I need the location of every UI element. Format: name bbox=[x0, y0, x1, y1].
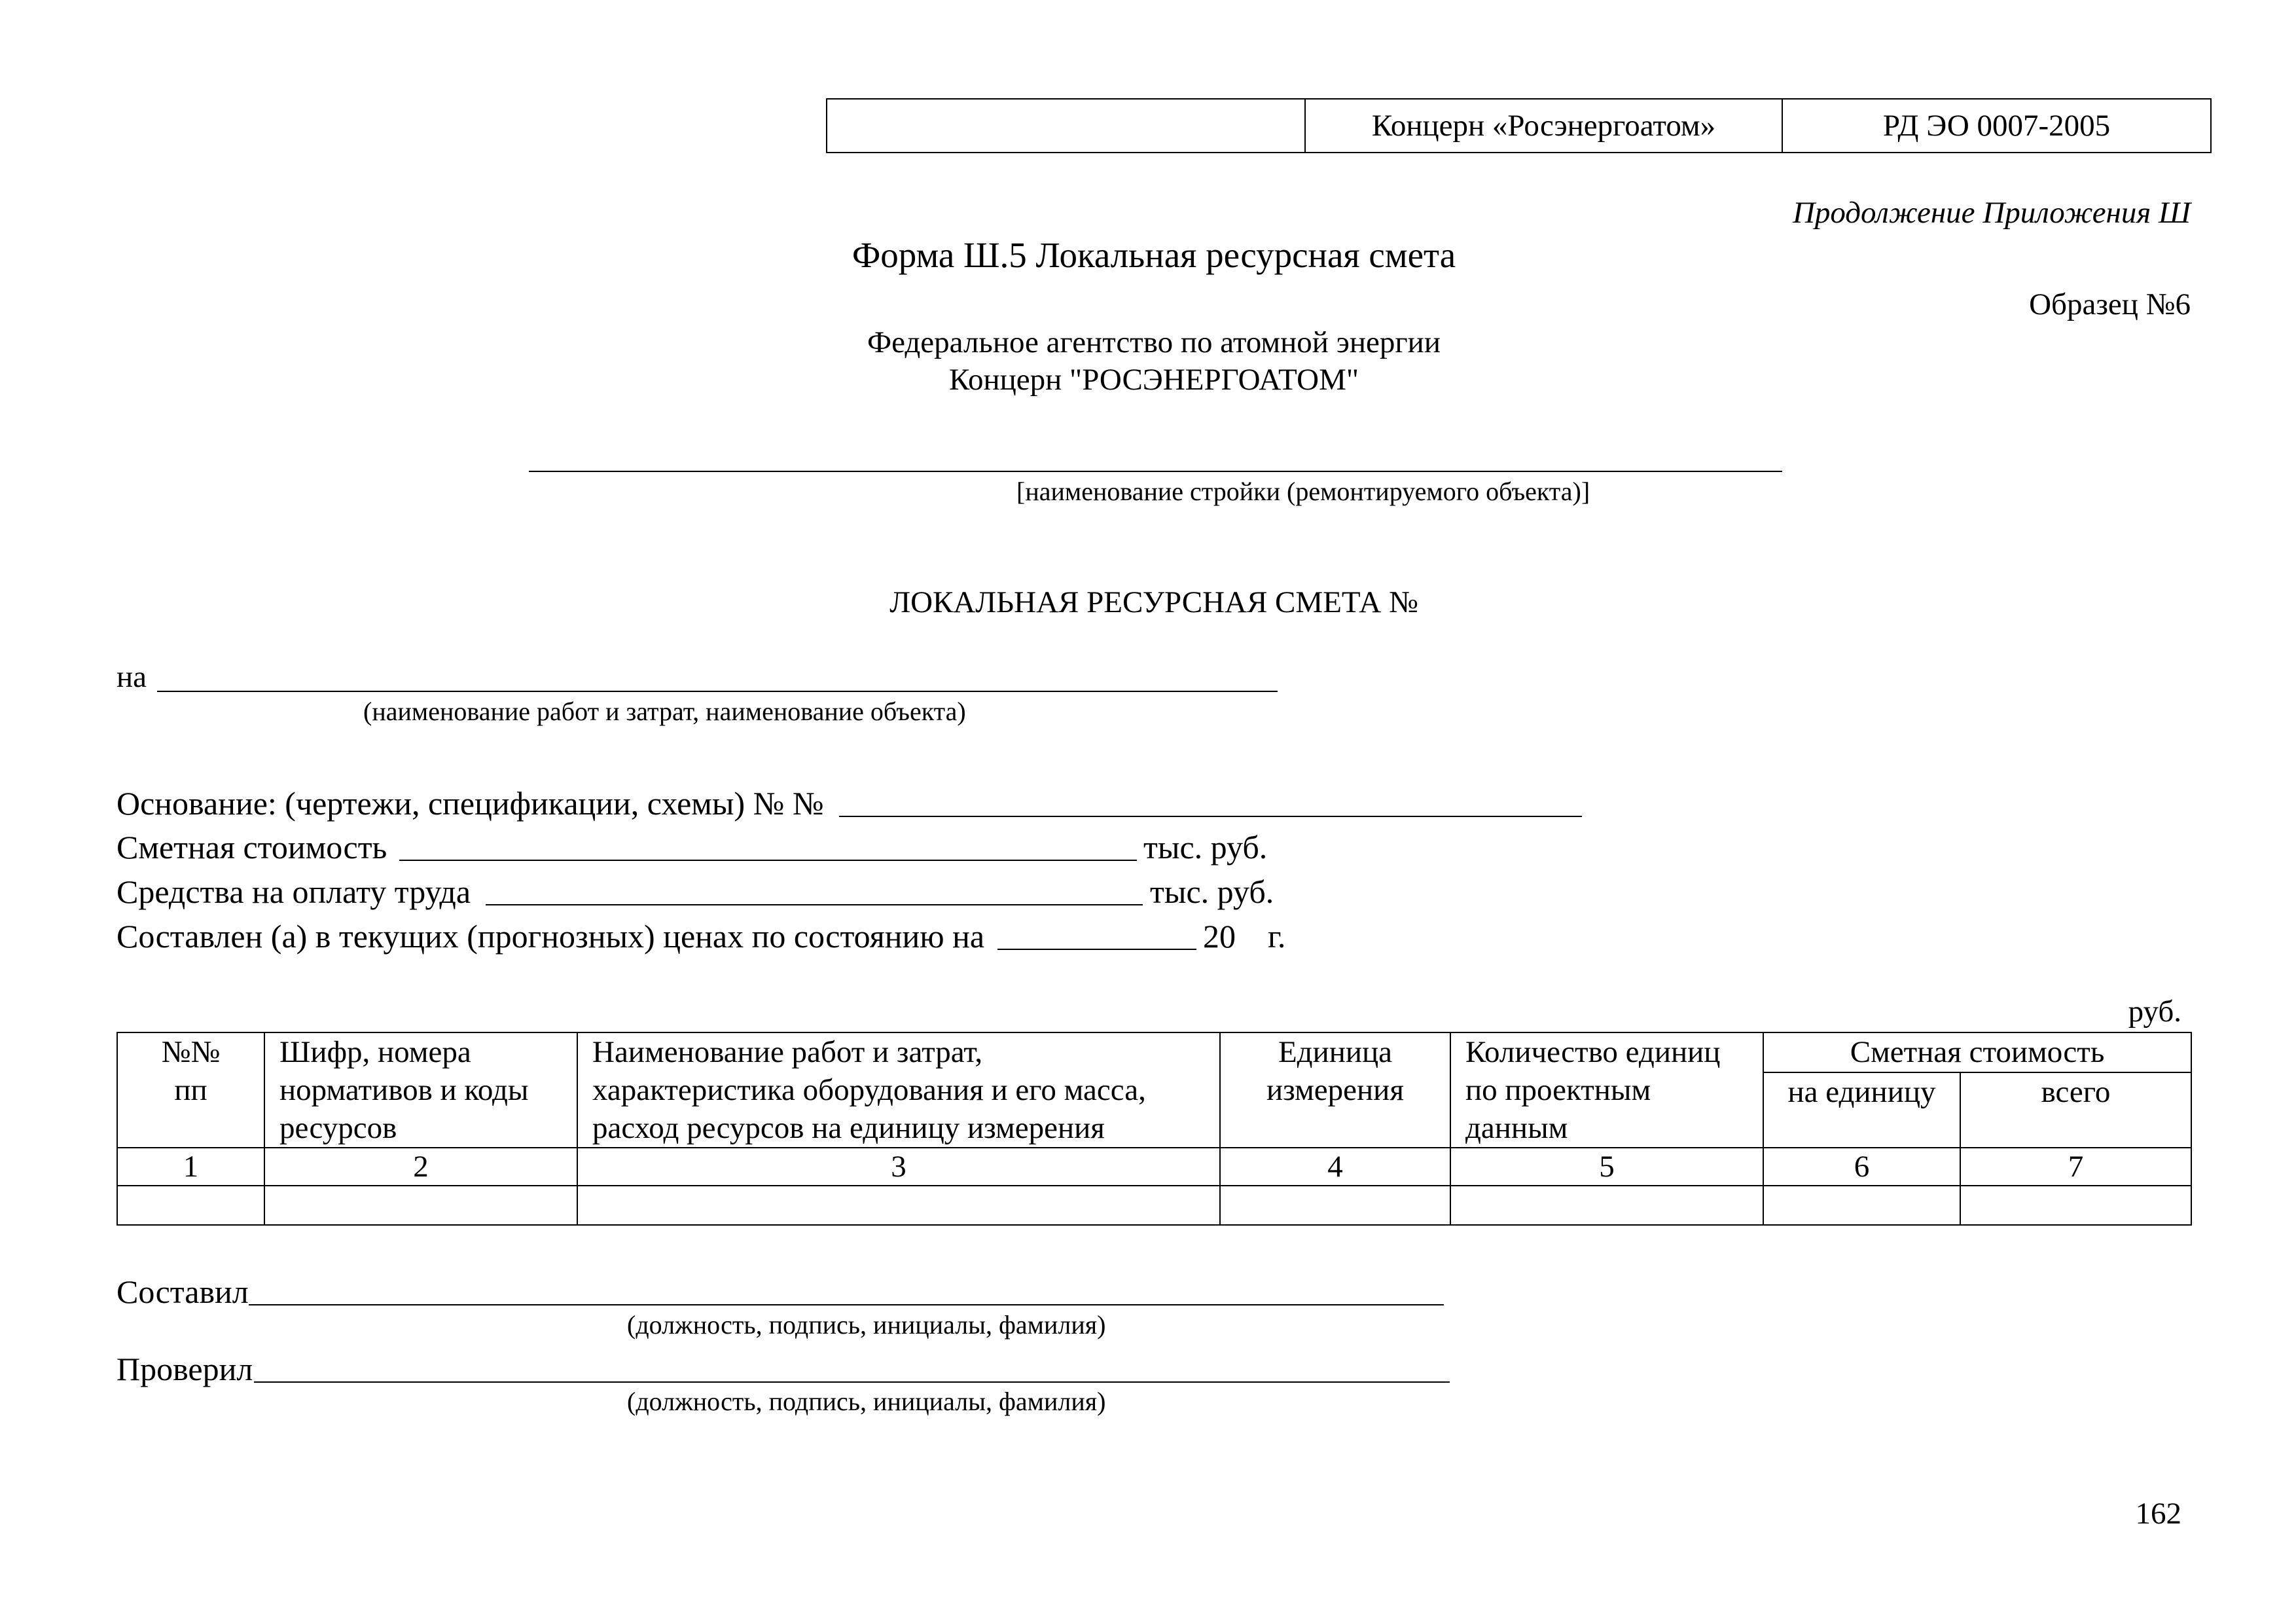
form-title: Форма Ш.5 Локальная ресурсная смета bbox=[852, 235, 1456, 275]
concern-name: Концерн "РОСЭНЕРГОАТОМ" bbox=[948, 363, 1359, 397]
table-cell bbox=[1763, 1186, 1960, 1225]
header-organization: Концерн «Росэнергоатом» bbox=[1305, 99, 1782, 153]
document-header-table bbox=[826, 98, 2212, 153]
col-header-estimated-cost: Сметная стоимость bbox=[1763, 1032, 2191, 1072]
col-header-unit: Единица измерения bbox=[1220, 1032, 1450, 1148]
column-number: 1 bbox=[117, 1148, 264, 1186]
checked-by-label: Проверил bbox=[117, 1351, 253, 1387]
continuation-note: Продолжение Приложения Ш bbox=[1792, 196, 2191, 230]
basis-line bbox=[839, 816, 1582, 817]
col-header-code: Шифр, номера нормативов и коды ресурсов bbox=[264, 1032, 577, 1148]
table-cell bbox=[1450, 1186, 1763, 1225]
column-number: 2 bbox=[264, 1148, 577, 1186]
checked-by-caption: (должность, подпись, инициалы, фамилия) bbox=[627, 1387, 1106, 1416]
column-number: 7 bbox=[1960, 1148, 2191, 1186]
work-name-caption: (наименование работ и затрат, наименование объекта) bbox=[363, 697, 966, 726]
currency-label: руб. bbox=[2128, 994, 2181, 1029]
column-number: 5 bbox=[1450, 1148, 1763, 1186]
compiled-by-caption: (должность, подпись, инициалы, фамилия) bbox=[627, 1310, 1106, 1340]
on-label: на bbox=[117, 660, 147, 694]
checked-by-line bbox=[254, 1381, 1450, 1383]
wages-line bbox=[486, 904, 1143, 905]
table-row-empty bbox=[117, 1186, 2191, 1225]
col-header-row-number: №№ пп bbox=[117, 1032, 264, 1148]
compiled-year-suffix: г. bbox=[1268, 918, 1286, 955]
cost-label: Сметная стоимость bbox=[117, 829, 387, 866]
table-cell bbox=[264, 1186, 577, 1225]
table-cell bbox=[117, 1186, 264, 1225]
estimate-title: ЛОКАЛЬНАЯ РЕСУРСНАЯ СМЕТА № bbox=[889, 585, 1418, 619]
column-number: 6 bbox=[1763, 1148, 1960, 1186]
header-empty-cell bbox=[827, 99, 1305, 153]
table-row-column-numbers bbox=[117, 1148, 2191, 1186]
compiled-by-line bbox=[249, 1304, 1444, 1305]
compiled-date-line bbox=[997, 949, 1196, 950]
col-header-per-unit: на единицу bbox=[1763, 1072, 1960, 1148]
estimate-table bbox=[117, 1032, 2192, 1226]
wages-unit: тыс. руб. bbox=[1150, 873, 1274, 910]
compiled-year: 20 bbox=[1203, 918, 1236, 955]
basis-label: Основание: (чертежи, спецификации, схемы) № № bbox=[117, 785, 824, 822]
work-name-line bbox=[157, 691, 1278, 692]
column-number: 3 bbox=[577, 1148, 1220, 1186]
cost-line bbox=[399, 860, 1137, 861]
header-document-code: РД ЭО 0007-2005 bbox=[1782, 99, 2211, 153]
table-cell bbox=[1220, 1186, 1450, 1225]
compiled-by-label: Составил bbox=[117, 1273, 249, 1310]
col-header-quantity: Количество единиц по проектным данным bbox=[1450, 1032, 1763, 1148]
page-number: 162 bbox=[2135, 1497, 2181, 1531]
col-header-total: всего bbox=[1960, 1072, 2191, 1148]
cost-unit: тыс. руб. bbox=[1143, 829, 1268, 866]
table-cell bbox=[577, 1186, 1220, 1225]
table-cell bbox=[1960, 1186, 2191, 1225]
construction-name-line bbox=[529, 471, 1782, 472]
wages-label: Средства на оплату труда bbox=[117, 873, 471, 910]
compiled-date-label: Составлен (а) в текущих (прогнозных) ценах по состоянию на bbox=[117, 918, 985, 955]
col-header-work-name: Наименование работ и затрат, характеристика оборудования и его масса, расход ресурсов на единицу измерения bbox=[577, 1032, 1220, 1148]
column-number: 4 bbox=[1220, 1148, 1450, 1186]
construction-name-caption: [наименование стройки (ремонтируемого объекта)] bbox=[1016, 477, 1590, 506]
agency-name: Федеральное агентство по атомной энергии bbox=[867, 325, 1441, 359]
sample-number: Образец №6 bbox=[2029, 287, 2191, 321]
